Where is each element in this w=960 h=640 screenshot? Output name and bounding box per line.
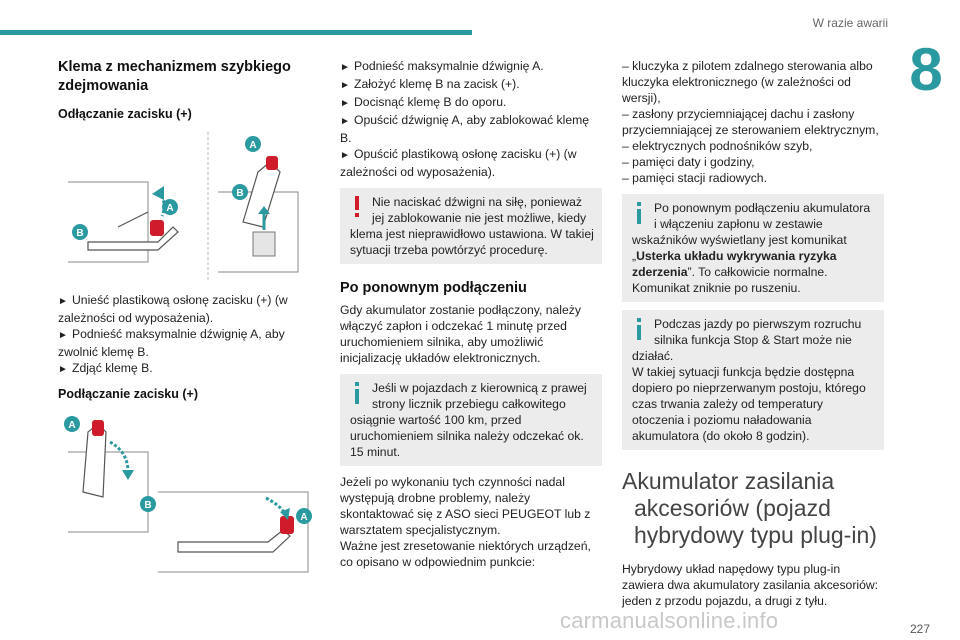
info-note-stop-start: Podczas jazdy po pierwszym rozruchu silnika funkcja Stop & Start może nie działać. W takiej sytuacji funkcja będzie dostępna dopiero po nieprzerwanym postoju, którego czas trwania zależy od temperatury otoczenia i poziomu naładowania akumulatora (do około 8 godzin). xyxy=(622,310,884,450)
label-b-3: B xyxy=(144,500,152,511)
section-title: W razie awarii xyxy=(812,16,888,30)
info-icon xyxy=(634,202,644,224)
reset-list-item: – pamięci stacji radiowych. xyxy=(622,171,767,185)
step-item: ► Docisnąć klemę B do oporu. xyxy=(340,95,507,109)
accessory-battery-text: Hybrydowy układ napędowy typu plug-in zawiera dwa akumulatory zasilania akcesoriów: jeden z przodu pojazdu, a drugi z tyłu. xyxy=(622,562,879,608)
reset-list-item: – kluczyka z pilotem zdalnego sterowania albo kluczyka elektronicznego (w zależności od wersji), xyxy=(622,59,873,105)
down-arrow-head xyxy=(122,470,134,480)
lever-raised xyxy=(243,162,280,227)
clamp-lever-red xyxy=(150,220,164,236)
clamp-arm xyxy=(118,212,148,227)
reconnect-heading: Po ponownym podłączeniu xyxy=(340,280,527,296)
disconnect-heading: Odłączanie zacisku (+) xyxy=(58,107,192,121)
reset-list-item: – pamięci daty i godziny, xyxy=(622,155,755,169)
step-item: ► Zdjąć klemę B. xyxy=(58,361,153,375)
lock-arrow xyxy=(266,498,284,512)
info-note-odometer: Jeśli w pojazdach z kierownicą z prawej strony licznik przebiegu całkowitego osiągnie wartość 100 km, przed uruchomieniem silnika należy odczekać ok. 15 minut. xyxy=(340,374,602,466)
label-b-2: B xyxy=(236,188,244,199)
info-icon xyxy=(634,318,644,340)
disconnect-illustration xyxy=(58,132,308,282)
info-icon xyxy=(352,382,362,404)
step-item: ► Podnieść maksymalnie dźwignię A. xyxy=(340,59,544,73)
accessory-battery-title: Akumulator zasilania akcesoriów (pojazd hybrydowy typu plug-in) xyxy=(622,468,877,548)
label-a: A xyxy=(166,203,174,214)
problems-text: Jeżeli po wykonaniu tych czynności nadal występują drobne problemy, należy skontaktować się z ASO sieci PEUGEOT lub z warsztatem specjalistycznym. xyxy=(340,475,591,537)
reconnect-text: Gdy akumulator zostanie podłączony, należy włączyć zapłon i odczekać 1 minutę przed uruchomieniem silnika, aby umożliwić inicjalizację układów elektronicznych. xyxy=(340,303,581,365)
reset-text: Ważne jest zresetowanie niektórych urządzeń, co opisano w odpowiednim punkcie: xyxy=(340,539,591,569)
column-1 xyxy=(58,58,308,592)
column-2 xyxy=(340,58,602,570)
info-note-collision: Po ponownym podłączeniu akumulatora i włączeniu zapłonu w zestawie wskaźników wyświetlany jest komunikat „Usterka układu wykrywania ryzyka zderzenia”. To całkowicie normalne. Komunikat zniknie po ruszeniu. xyxy=(622,194,884,302)
header-accent-bar xyxy=(0,30,472,35)
label-a-3: A xyxy=(68,420,76,431)
arrow-head xyxy=(152,186,164,200)
down-arrow xyxy=(110,442,128,472)
lever-tip-red-2 xyxy=(92,420,104,436)
clamp-section-title: Klema z mechanizmem szybkiego zdejmowania xyxy=(58,59,291,94)
clamp-body xyxy=(88,227,178,250)
watermark: carmanualsonline.info xyxy=(560,608,779,633)
warning-note: Nie naciskać dźwigni na siłę, ponieważ jej zablokowanie nie jest możliwe, kiedy klema jest nieprawidłowo ustawiona. W takiej sytuacji trzeba powtórzyć procedurę. xyxy=(340,188,602,264)
clamp-body-2 xyxy=(178,530,290,552)
step-item: ► Opuścić plastikową osłonę zacisku (+) (w zależności od wyposażenia). xyxy=(340,147,577,179)
reset-list-item: – elektrycznych podnośników szyb, xyxy=(622,139,813,153)
chapter-number: 8 xyxy=(909,36,943,103)
battery-outline-3 xyxy=(68,452,148,532)
step-item: ► Założyć klemę B na zacisk (+). xyxy=(340,77,520,91)
reset-list-item: – zasłony przyciemniającej dachu i zasłony przyciemniającej ze sterowaniem elektrycznym, xyxy=(622,107,879,137)
column-3 xyxy=(622,58,884,609)
step-item: ► Opuścić dźwignię A, aby zablokować klemę B. xyxy=(340,113,590,145)
lever-tip-red xyxy=(266,156,278,170)
terminal-post xyxy=(253,232,275,256)
warning-icon xyxy=(352,196,362,218)
connect-illustration xyxy=(58,412,308,582)
page-number: 227 xyxy=(909,622,930,636)
label-b: B xyxy=(76,228,84,239)
step-item: ► Podnieść maksymalnie dźwignię A, aby zwolnić klemę B. xyxy=(58,327,285,359)
step-item: ► Unieść plastikową osłonę zacisku (+) (w zależności od wyposażenia). xyxy=(58,293,288,325)
connect-heading: Podłączanie zacisku (+) xyxy=(58,387,198,401)
label-a-4: A xyxy=(300,512,308,523)
label-a-2: A xyxy=(249,140,257,151)
